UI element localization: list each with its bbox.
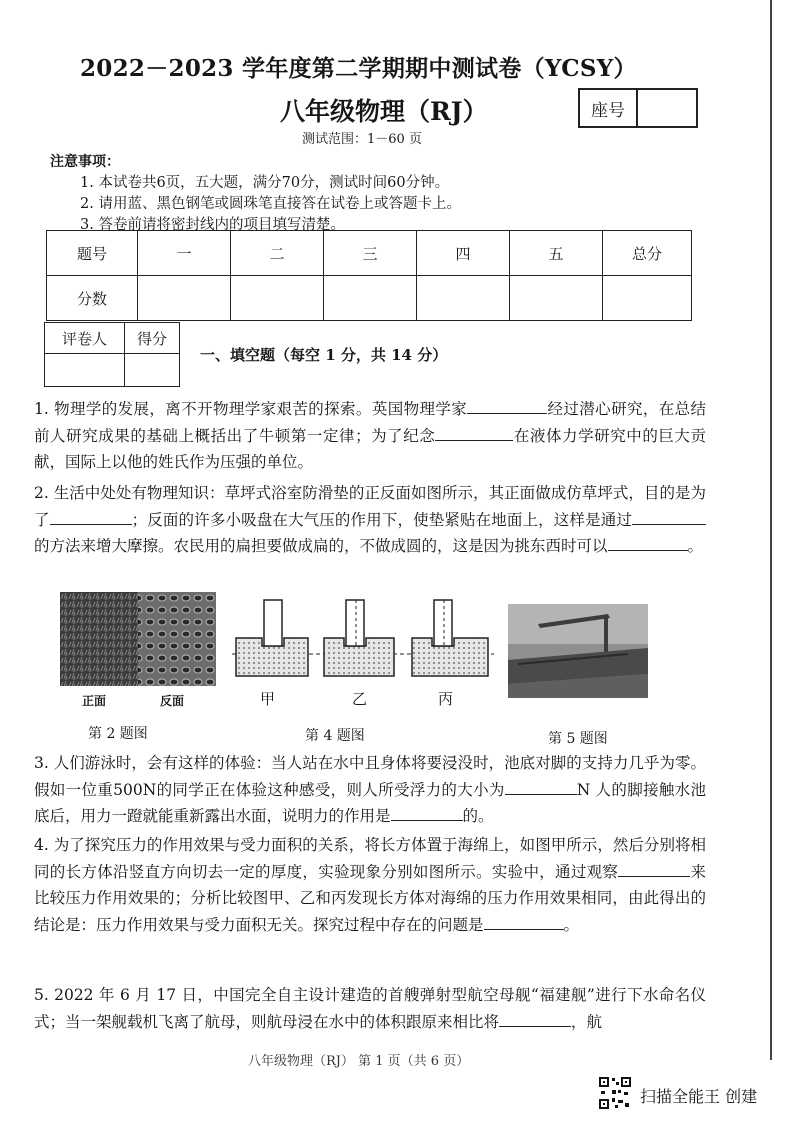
answer-blank[interactable]	[505, 779, 577, 795]
answer-blank[interactable]	[608, 535, 688, 551]
notice-item: 3. 答卷前请将密封线内的项目填写清楚。	[80, 217, 345, 233]
score-cell: 二	[231, 231, 324, 276]
seat-number-box	[578, 88, 698, 128]
figure-4-diagram	[232, 596, 494, 686]
figure-4-label-jia: 甲	[260, 690, 276, 708]
answer-blank[interactable]	[467, 398, 547, 414]
answer-blank[interactable]	[618, 861, 690, 877]
score-entry[interactable]	[324, 276, 417, 321]
question-text: 3. 人们游泳时，会有这样的体验：当人站在水中且身体将要浸没时，池底对脚的支持力几乎为零。假如一位重500N的同学正在体验这种感受，则人所受浮力的大小为	[34, 754, 707, 799]
grader-header: 评卷人	[45, 323, 125, 354]
answer-blank[interactable]	[484, 914, 564, 930]
question-text: 。	[687, 537, 704, 555]
qr-code-icon	[598, 1076, 632, 1110]
score-entry[interactable]	[231, 276, 324, 321]
question-3	[34, 750, 706, 830]
sponge-diagram	[232, 596, 494, 686]
answer-blank[interactable]	[391, 805, 463, 821]
aircraft-carrier-photo	[508, 604, 648, 698]
score-cell: 一	[138, 231, 231, 276]
question-text: ，航	[571, 1012, 603, 1031]
figure-5-caption: 第 5 题图	[548, 731, 608, 747]
figure-4-label-yi: 乙	[352, 690, 368, 708]
question-text: 2. 生活中处处有物理知识：草坪式浴室防滑垫的正反面如图所示，其正面做成仿草坪式，目的是为了	[34, 484, 707, 529]
answer-blank[interactable]	[632, 509, 706, 525]
score-entry[interactable]	[510, 276, 603, 321]
answer-blank[interactable]	[50, 509, 132, 525]
grader-header: 得分	[124, 323, 179, 354]
section-title: 一、填空题（每空 1 分，共 14 分）	[200, 346, 448, 364]
question-text: 的方法来增大摩擦。农民用的扁担要做成扁的，不做成圆的，这是因为挑东西时可以	[34, 537, 608, 555]
notice-item: 2. 请用蓝、黑色钢笔或圆珠笔直接答在试卷上或答题卡上。	[80, 196, 461, 212]
score-table	[46, 230, 692, 321]
mat-photo	[60, 592, 216, 686]
question-text: 来比较压力作用效果的；分析比较图甲、乙和丙发现长方体对海绵的压力作用效果相同，由此得出的结论是：压力作用效果与受力面积无关。探究过程中存在的问题是	[34, 862, 706, 934]
score-cell: 五	[510, 231, 603, 276]
question-text: 经过潜心研究，在总结前人研究成果的基础上概括出了牛顿第一定律；为了纪念	[34, 400, 706, 445]
question-text: 。	[563, 915, 580, 934]
seat-number-field[interactable]	[638, 90, 696, 126]
question-text: 5. 2022 年 6 月 17 日，中国完全自主设计建造的首艘弹射型航空母舰“福建舰”进行下水命名仪式；当一架舰载机飞离了航母，则航母浸在水中的体积跟原来相比将	[34, 986, 706, 1031]
score-entry[interactable]	[417, 276, 510, 321]
grader-table	[44, 322, 180, 387]
question-text: ；反面的许多小吸盘在大气压的作用下，使垫紧贴在地面上，这样是通过	[131, 510, 632, 529]
scan-edge-line	[770, 0, 772, 1060]
question-text: 在液体力学研究中的巨大贡献，国际上以他的姓氏作为压强的单位。	[34, 426, 706, 471]
seat-label: 座号	[580, 90, 638, 126]
figure-2-front-label: 正面	[82, 694, 107, 708]
score-entry[interactable]	[138, 276, 231, 321]
question-text: 4. 为了探究压力的作用效果与受力面积的关系，将长方体置于海绵上，如图甲所示，然后分别将相同的长方体沿竖直方向切去一定的厚度，实验现象分别如图所示。实验中，通过观察	[34, 836, 707, 881]
question-2	[34, 480, 706, 560]
score-cell: 四	[417, 231, 510, 276]
page-footer: 八年级物理（RJ） 第 1 页（共 6 页）	[248, 1054, 470, 1069]
notice-item: 1. 本试卷共6页，五大题，满分70分，测试时间60分钟。	[80, 175, 450, 191]
score-row-label: 分数	[47, 276, 138, 321]
question-text: N 人的脚接触水池底后，用力一蹬就能重新露出水面，说明力的作用是	[34, 780, 706, 825]
figure-5-image	[508, 604, 648, 698]
question-text: 的。	[462, 807, 494, 825]
figure-2-image	[60, 592, 216, 686]
question-4	[34, 832, 706, 938]
figure-4-caption: 第 4 题图	[305, 728, 365, 744]
scanner-watermark: 扫描全能王 创建	[640, 1087, 758, 1106]
question-5	[34, 982, 706, 1035]
score-cell: 三	[324, 231, 417, 276]
qr-code-graphic	[598, 1076, 632, 1110]
score-entry[interactable]	[603, 276, 692, 321]
notice-heading: 注意事项：	[50, 154, 120, 170]
figure-2-caption: 第 2 题图	[88, 726, 148, 742]
answer-blank[interactable]	[499, 1011, 571, 1027]
answer-blank[interactable]	[435, 425, 513, 441]
question-1	[34, 396, 706, 476]
subject-title: 八年级物理（RJ）	[280, 97, 488, 126]
exam-title: 2022－2023 学年度第二学期期中测试卷（YCSY）	[80, 55, 637, 82]
score-table-score-row	[47, 276, 692, 321]
grader-entry[interactable]	[124, 354, 179, 387]
figure-2-back-label: 反面	[160, 694, 185, 708]
question-text: 1. 物理学的发展，离不开物理学家艰苦的探索。英国物理学家	[34, 400, 468, 418]
score-cell: 总分	[603, 231, 692, 276]
score-cell: 题号	[47, 231, 138, 276]
score-table-header-row	[47, 231, 692, 276]
figure-4-label-bing: 丙	[438, 690, 454, 708]
test-range: 测试范围：1－60 页	[302, 132, 422, 147]
grader-entry[interactable]	[45, 354, 125, 387]
